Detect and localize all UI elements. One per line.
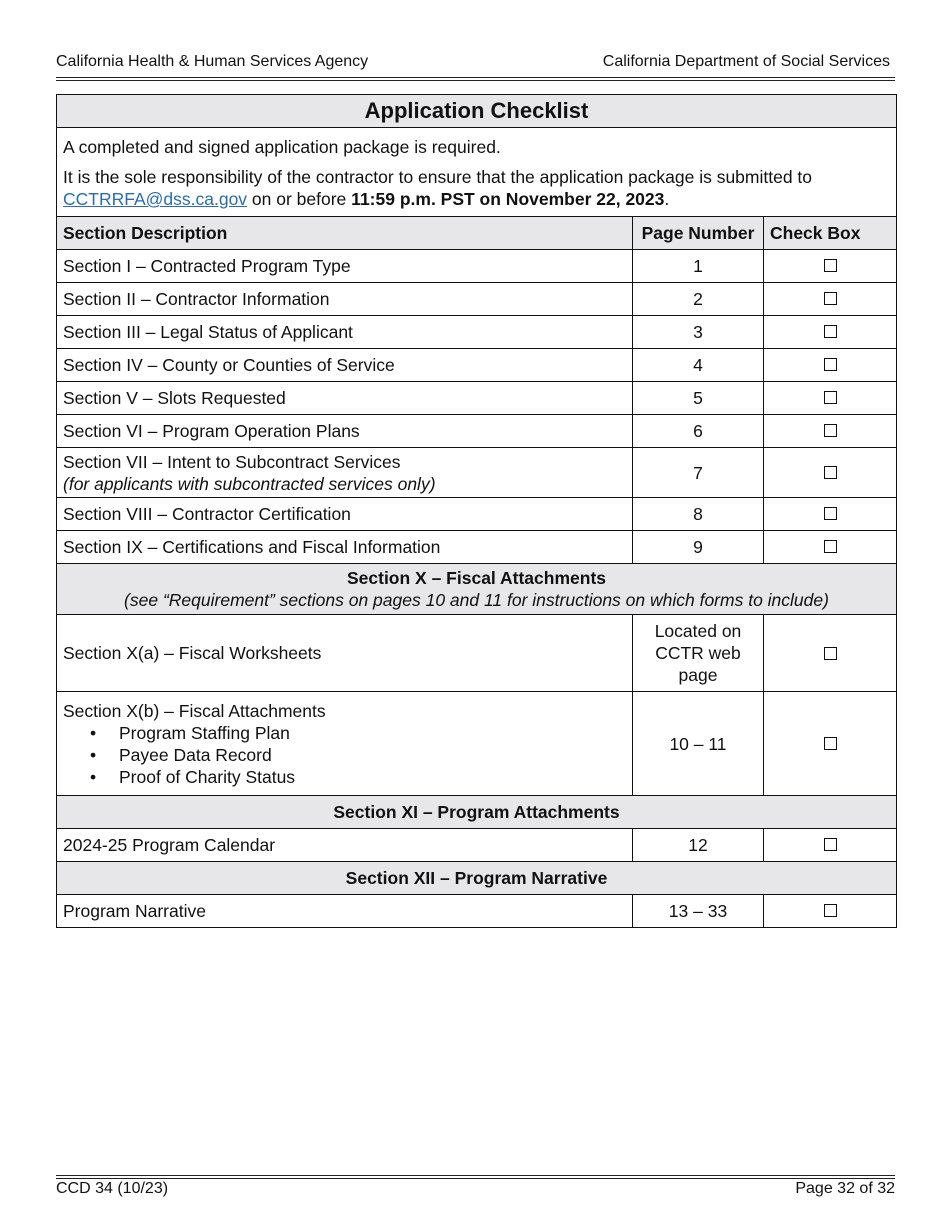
table-row xyxy=(57,316,897,349)
section-band xyxy=(57,564,897,615)
section-band xyxy=(57,862,897,895)
col-check-box: Check Box xyxy=(764,217,897,250)
row-description-text: Section VII – Intent to Subcontract Services xyxy=(63,451,401,472)
checkbox[interactable] xyxy=(824,647,837,660)
checkbox[interactable] xyxy=(824,838,837,851)
table-row xyxy=(57,829,897,862)
checkbox[interactable] xyxy=(824,424,837,437)
section-xi-title: Section XI – Program Attachments xyxy=(57,796,897,829)
row-description xyxy=(57,692,633,796)
row-page: 10 – 11 xyxy=(633,692,764,796)
form-id: CCD 34 (10/23) xyxy=(56,1180,169,1197)
row-page: 1 xyxy=(633,250,764,283)
checkbox[interactable] xyxy=(824,391,837,404)
checkbox[interactable] xyxy=(824,466,837,479)
row-page: 8 xyxy=(633,498,764,531)
table-row xyxy=(57,415,897,448)
list-item: • Program Staffing Plan xyxy=(63,722,626,744)
table-row xyxy=(57,283,897,316)
bullet-list xyxy=(63,722,626,788)
checkbox[interactable] xyxy=(824,358,837,371)
intro-text: It is the sole responsibility of the contractor to ensure that the application package is submitted to xyxy=(63,167,813,187)
col-page-number: Page Number xyxy=(633,217,764,250)
checkbox[interactable] xyxy=(824,325,837,338)
row-description: Section III – Legal Status of Applicant xyxy=(57,316,633,349)
email-link[interactable]: CCTRRFA@dss.ca.gov xyxy=(63,189,248,209)
table-row xyxy=(57,531,897,564)
section-band xyxy=(57,796,897,829)
list-item: • Proof of Charity Status xyxy=(63,766,626,788)
row-description-text: Section X(b) – Fiscal Attachments xyxy=(63,700,326,721)
intro-text: . xyxy=(664,189,670,209)
page-footer xyxy=(56,1180,895,1198)
table-row xyxy=(57,615,897,692)
intro-text: on or before xyxy=(247,189,352,209)
row-description: Section VI – Program Operation Plans xyxy=(57,415,633,448)
deadline: 11:59 p.m. PST on November 22, 2023 xyxy=(351,189,665,209)
header-department: California Department of Social Services xyxy=(602,53,890,70)
table-row xyxy=(57,382,897,415)
list-item: • Payee Data Record xyxy=(63,744,626,766)
row-page: 3 xyxy=(633,316,764,349)
row-page: Located on CCTR web page xyxy=(633,615,764,692)
table-row xyxy=(57,349,897,382)
checklist-title: Application Checklist xyxy=(57,95,897,128)
row-page: 12 xyxy=(633,829,764,862)
footer-rule xyxy=(56,1175,895,1176)
row-page: 5 xyxy=(633,382,764,415)
table-row xyxy=(57,250,897,283)
checkbox[interactable] xyxy=(824,292,837,305)
section-x-subtitle: (see “Requirement” sections on pages 10 and 11 for instructions on which forms to include) xyxy=(124,590,829,610)
table-row xyxy=(57,895,897,928)
table-row xyxy=(57,692,897,796)
checkbox[interactable] xyxy=(824,540,837,553)
col-section-description: Section Description xyxy=(57,217,633,250)
checkbox[interactable] xyxy=(824,507,837,520)
table-row xyxy=(57,448,897,498)
header-rule xyxy=(56,77,895,78)
row-description: Section IV – County or Counties of Service xyxy=(57,349,633,382)
page-number: Page 32 of 32 xyxy=(795,1180,895,1197)
checkbox[interactable] xyxy=(824,259,837,272)
intro-line-2 xyxy=(63,166,890,210)
row-page: 6 xyxy=(633,415,764,448)
footer-rule xyxy=(56,1178,895,1179)
row-description: Section V – Slots Requested xyxy=(57,382,633,415)
page-header xyxy=(56,53,890,71)
row-description: Program Narrative xyxy=(57,895,633,928)
row-page: 9 xyxy=(633,531,764,564)
section-x-title: Section X – Fiscal Attachments xyxy=(346,568,606,588)
row-page: 13 – 33 xyxy=(633,895,764,928)
row-description: 2024-25 Program Calendar xyxy=(57,829,633,862)
table-row xyxy=(57,498,897,531)
row-page: 7 xyxy=(633,448,764,498)
row-description: Section X(a) – Fiscal Worksheets xyxy=(57,615,633,692)
checkbox[interactable] xyxy=(824,904,837,917)
row-description: Section VIII – Contractor Certification xyxy=(57,498,633,531)
row-description: Section I – Contracted Program Type xyxy=(57,250,633,283)
section-x-header xyxy=(57,564,897,615)
row-description: Section IX – Certifications and Fiscal Information xyxy=(57,531,633,564)
row-description: Section II – Contractor Information xyxy=(57,283,633,316)
header-rule xyxy=(56,80,895,81)
header-agency: California Health & Human Services Agency xyxy=(56,53,369,70)
checkbox[interactable] xyxy=(824,737,837,750)
intro-line-1: A completed and signed application package is required. xyxy=(63,137,501,157)
section-xii-title: Section XII – Program Narrative xyxy=(57,862,897,895)
application-checklist-table xyxy=(56,94,897,928)
row-description xyxy=(57,448,633,498)
checklist-intro xyxy=(57,128,897,217)
row-page: 2 xyxy=(633,283,764,316)
row-page: 4 xyxy=(633,349,764,382)
row-description-note: (for applicants with subcontracted services only) xyxy=(63,473,436,494)
